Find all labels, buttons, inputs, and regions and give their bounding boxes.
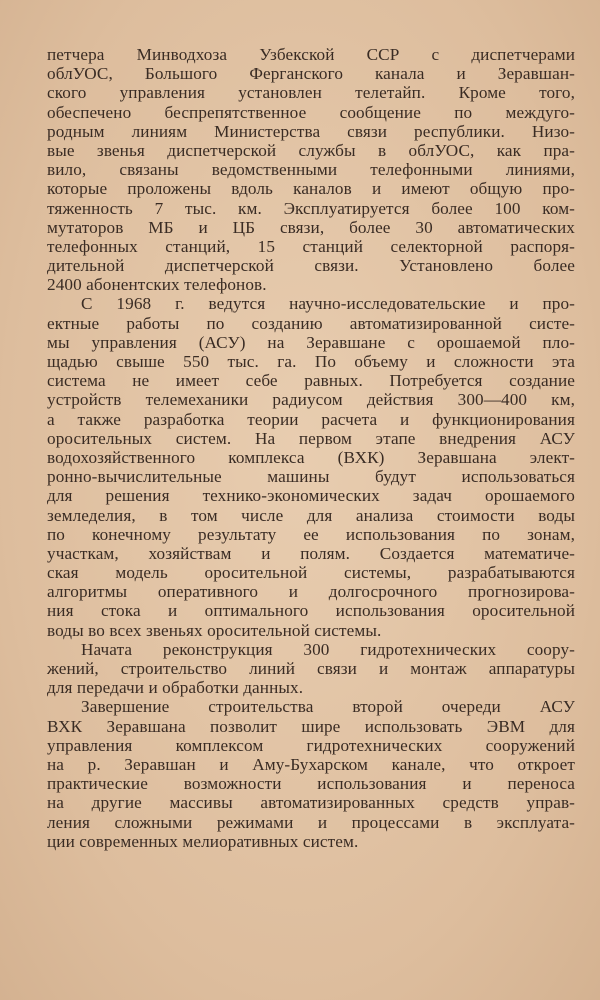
text-line: практические возможности использования и переноса [47,774,575,794]
text-line: ления сложными режимами и процессами в эксплуата- [47,812,575,832]
text-line: вило, связаны ведомственными телефонными линиями, [47,160,575,180]
paragraph [47,697,575,851]
text-line: родным линиям Министерства связи республики. Низо- [47,121,575,141]
text-line: Завершение строительства второй очереди АСУ [81,697,575,717]
text-line: С 1968 г. ведутся научно-исследовательские и про- [81,294,575,314]
text-line: оросительных систем. На первом этапе внедрения АСУ [47,428,575,448]
text-line: обеспечено беспрепятственное сообщение по междуго- [47,102,575,122]
text-line: вые звенья диспетчерской службы в облУОС, как пра- [47,140,575,160]
text-line: на другие массивы автоматизированных средств управ- [47,793,575,813]
text-line: воды во всех звеньях оросительной системы. [47,620,382,640]
text-line: ния стока и оптимального использования оросительной [47,601,575,621]
text-line: водохозяйственного комплекса (ВХК) Зеравшана элект- [47,447,575,467]
text-line: жений, строительство линий связи и монтаж аппаратуры [47,659,575,678]
text-line: для решения технико-экономических задач орошаемого [47,486,575,506]
text-line: устройств телемеханики радиусом действия 300—400 км, [47,390,575,410]
text-line: которые проложены вдоль каналов и имеют общую про- [47,179,575,199]
text-line: ского управления установлен телетайп. Кроме того, [47,83,575,103]
text-line: ронно-вычислительные машины будут использоваться [47,467,575,487]
text-line: система не имеет себе равных. Потребуется создание [47,371,575,391]
text-line: тяженность 7 тыс. км. Эксплуатируется более 100 ком- [47,198,575,218]
text-line: ская модель оросительной системы, разрабатываются [47,563,575,583]
text-line: земледелия, в том числе для анализа стоимости воды [47,505,575,525]
text-line: алгоритмы оперативного и долгосрочного прогнозирова- [47,582,575,602]
text-line: Начата реконструкция 300 гидротехнических соору- [81,639,575,659]
paragraph [47,45,575,294]
text-line: управления комплексом гидротехнических сооружений [47,735,575,755]
text-line: а также разработка теории расчета и функционирования [47,409,575,429]
text-line: облУОС, Большого Ферганского канала и Зеравшан- [47,64,575,84]
text-line: петчера Минводхоза Узбекской ССР с диспетчерами [47,45,575,64]
text-line: ции современных мелиоративных систем. [47,831,359,851]
text-line: 2400 абонентских телефонов. [47,275,267,295]
text-line: мы управления (АСУ) на Зеравшане с орошаемой пло- [47,332,575,352]
text-line: ектные работы по созданию автоматизированной систе- [47,313,575,333]
text-line: щадью свыше 550 тыс. га. По объему и сложности эта [47,352,575,371]
text-line: мутаторов МБ и ЦБ связи, более 30 автоматических [47,217,575,237]
text-block [47,45,575,851]
text-line: для передачи и обработки данных. [47,678,304,698]
text-line: по конечному результату ее использования по зонам, [47,524,575,544]
text-line: на р. Зеравшан и Аму-Бухарском канале, что откроет [47,754,575,774]
paragraph [47,294,575,639]
text-line: участкам, хозяйствам и полям. Создается математиче- [47,543,575,563]
text-line: ВХК Зеравшана позволит шире использовать ЭВМ для [47,716,575,736]
text-line: дительной диспетчерской связи. Установлено более [47,256,575,276]
text-line: телефонных станций, 15 станций селекторной распоря- [47,236,575,256]
paragraph [47,640,575,698]
